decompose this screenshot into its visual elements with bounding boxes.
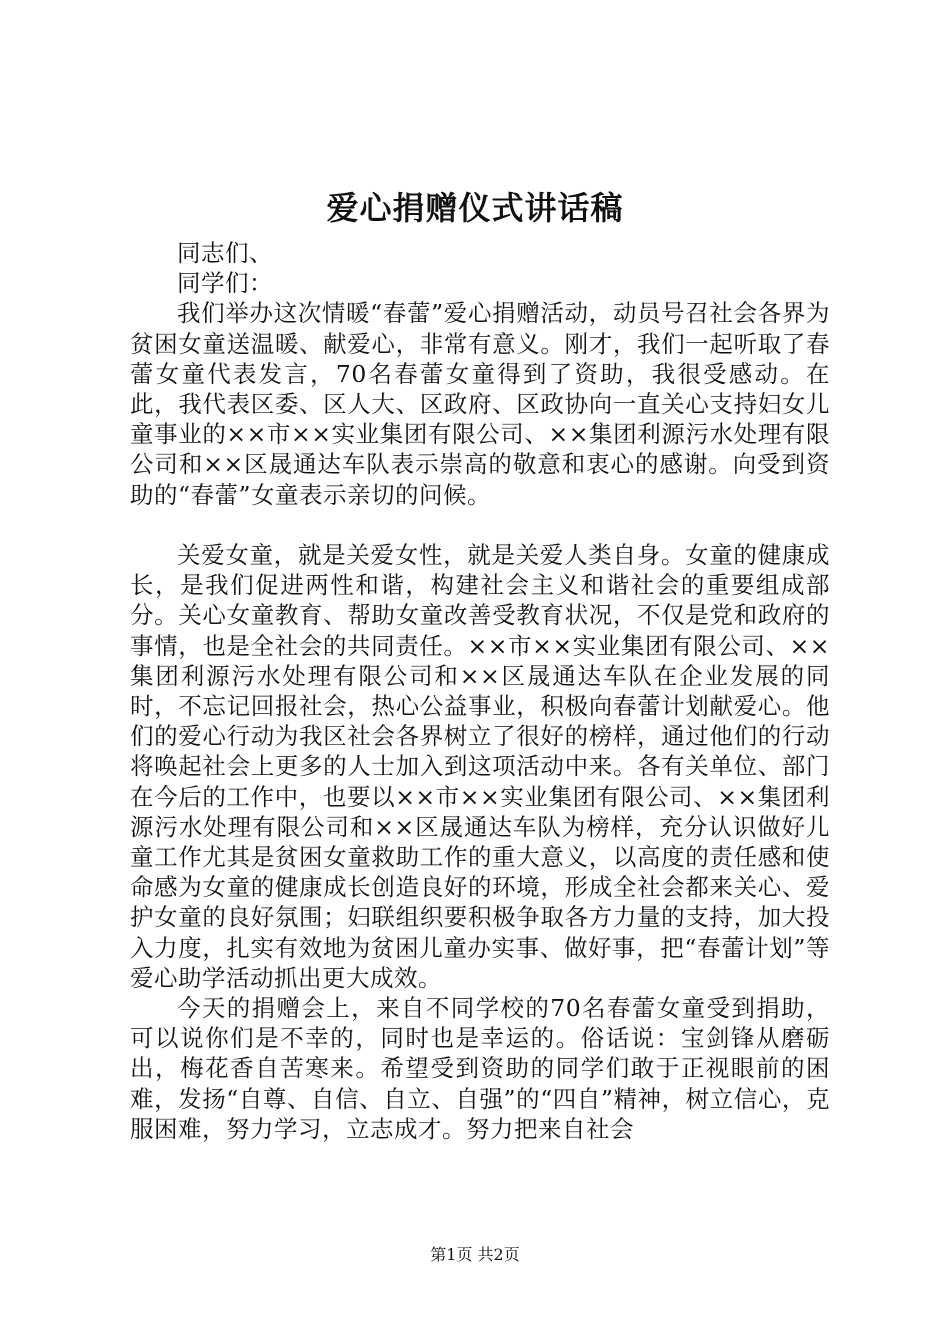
paragraph-1: 我们举办这次情暖“春蕾”爱心捐赠活动，动员号召社会各界为贫困女童送温暖、献爱心，非常有意义。刚才，我们一起听取了春蕾女童代表发言，70名春蕾女童得到了资助，我很受感动。在此，我代表区委、区人大、区政府、区政协向一直关心支持妇女儿童事业的××市××实业集团有限公司、××集团利源污水处理有限公司和××区晟通达车队表示崇高的敬意和衷心的感谢。向受到资助的“春蕾”女童表示亲切的问候。 xyxy=(130,299,830,509)
document-body xyxy=(130,238,830,1144)
paragraph-3: 今天的捐赠会上，来自不同学校的70名春蕾女童受到捐助，可以说你们是不幸的，同时也是幸运的。俗话说：宝剑锋从磨砺出，梅花香自苦寒来。希望受到资助的同学们敢于正视眼前的困难，发扬“自尊、自信、自立、自强”的“四自”精神，树立信心，克服困难，努力学习，立志成才。努力把来自社会 xyxy=(130,994,830,1143)
paragraph-2: 关爱女童，就是关爱女性，就是关爱人类自身。女童的健康成长，是我们促进两性和谐，构建社会主义和谐社会的重要组成部分。关心女童教育、帮助女童改善受教育状况，不仅是党和政府的事情，也是全社会的共同责任。××市××实业集团有限公司、××集团利源污水处理有限公司和××区晟通达车队在企业发展的同时，不忘记回报社会，热心公益事业，积极向春蕾计划献爱心。他们的爱心行动为我区社会各界树立了很好的榜样，通过他们的行动将唤起社会上更多的人士加入到这项活动中来。各有关单位、部门在今后的工作中，也要以××市××实业集团有限公司、××集团利源污水处理有限公司和××区晟通达车队为榜样，充分认识做好儿童工作尤其是贫困女童救助工作的重大意义，以高度的责任感和使命感为女童的健康成长创造良好的环境，形成全社会都来关心、爱护女童的良好氛围；妇联组织要积极争取各方力量的支持，加大投入力度，扎实有效地为贫困儿童办实事、做好事，把“春蕾计划”等爱心助学活动抓出更大成效。 xyxy=(130,541,830,992)
greeting-line-1: 同志们、 xyxy=(177,239,273,267)
page-footer: 第1页 共2页 xyxy=(430,1245,520,1264)
page-title: 爱心捐赠仪式讲话稿 xyxy=(326,189,624,227)
greeting-line-2: 同学们： xyxy=(177,269,273,298)
